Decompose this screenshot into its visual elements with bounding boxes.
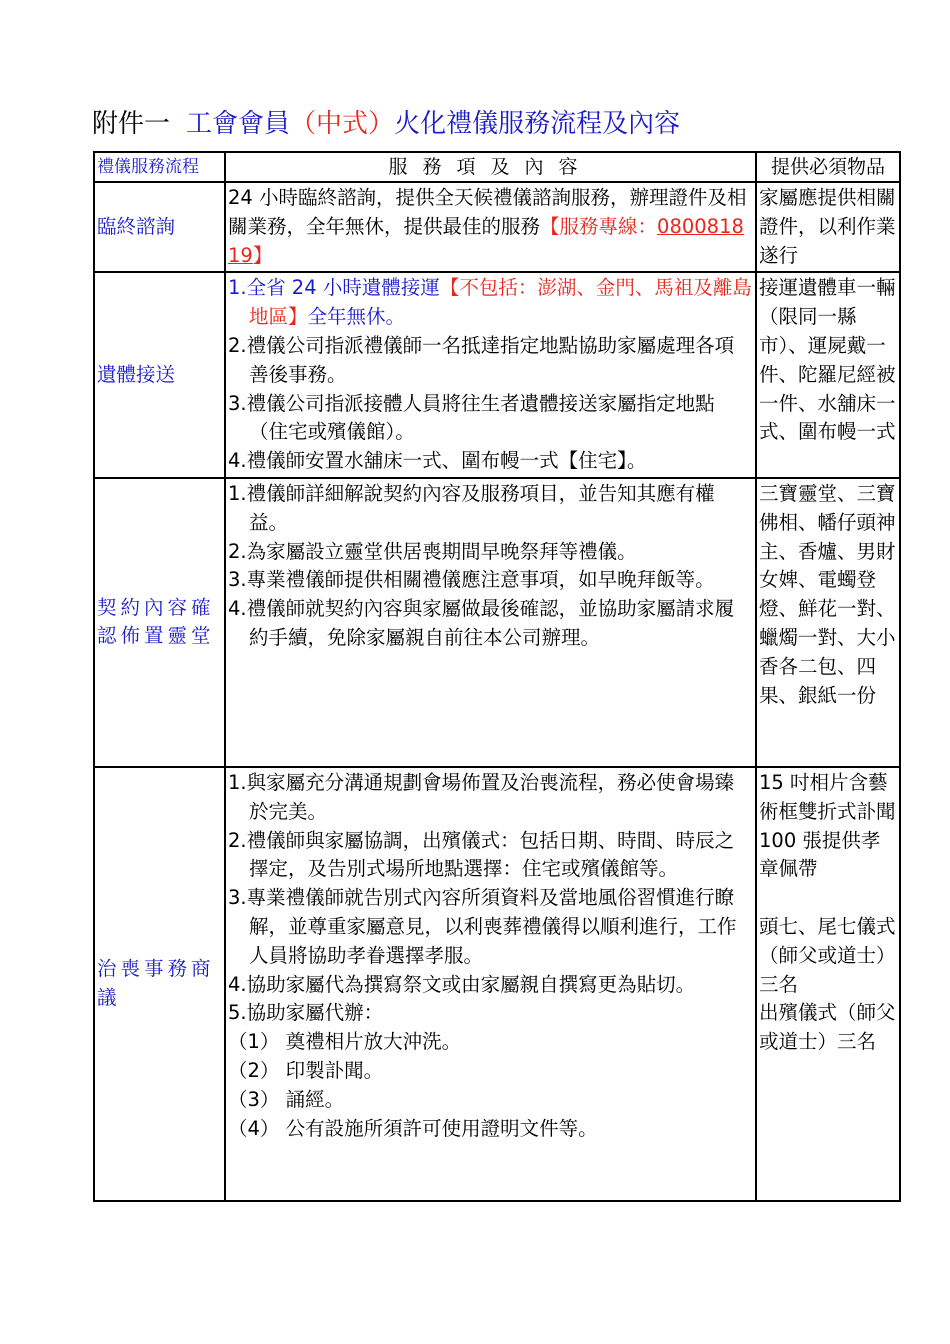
table-header-row: [94, 152, 900, 182]
items-cell: [756, 767, 900, 1201]
list-item: 4.禮儀師安置水舖床一式、圍布幔一式【住宅】。: [228, 449, 647, 473]
title-prefix: 附件一: [92, 109, 171, 139]
list-item: 3.專業禮儀師就告別式內容所須資料及當地風俗習慣進行瞭解，並尊重家屬意見，以利喪葬禮儀得以順利進行，工作人員將協助孝眷選擇孝服。: [228, 886, 737, 967]
content-cell: [225, 767, 756, 1201]
flow-cell: 遺體接送: [94, 272, 225, 478]
table-row: [94, 767, 900, 1201]
sub-list-item: （2） 印製訃聞。: [228, 1058, 384, 1082]
sub-list-item: （3） 誦經。: [228, 1087, 345, 1111]
content-cell: [225, 272, 756, 478]
service-hotline-link[interactable]: 080081819: [228, 214, 744, 267]
list-item: 3.禮儀公司指派接體人員將往生者遺體接送家屬指定地點（住宅或殯儀館）。: [228, 391, 715, 444]
items-text: 15 吋相片含藝術框雙折式訃聞 100 張提供孝章佩帶: [759, 770, 896, 881]
header-items: 提供必須物品: [756, 152, 900, 182]
list-item: 3.專業禮儀師提供相關禮儀應注意事項，如早晚拜飯等。: [228, 568, 715, 592]
service-table: [93, 151, 901, 1202]
list-item: 1.全省 24 小時遺體接運【不包括：澎湖、金門、馬祖及離島地區】全年無休。: [228, 276, 752, 329]
list-item: 1.禮儀師詳細解說契約內容及服務項目，並告知其應有權益。: [228, 481, 715, 534]
flow-cell: 契約內容確認佈置靈堂: [94, 478, 225, 767]
header-content: 服務項及內容: [225, 152, 756, 182]
list-item: 2.禮儀公司指派禮儀師一名抵達指定地點協助家屬處理各項善後事務。: [228, 333, 735, 386]
items-cell: 三寶靈堂、三寶佛相、幡仔頭神主、香爐、男財女婢、電蠋登燈、鮮花一對、蠟燭一對、大小香各二包、四果、銀紙一份: [756, 478, 900, 767]
flow-cell: 臨終諮詢: [94, 182, 225, 272]
table-row: [94, 182, 900, 272]
title-main: 工會會員（中式）火化禮儀服務流程及內容: [186, 109, 681, 139]
items-cell: 家屬應提供相關證件，以利作業遂行: [756, 182, 900, 272]
header-flow: 禮儀服務流程: [94, 152, 225, 182]
list-item: 5.協助家屬代辦：: [228, 1001, 384, 1025]
content-cell: [225, 478, 756, 767]
table-row: [94, 272, 900, 478]
table-row: [94, 478, 900, 767]
items-text: 出殯儀式（師父或道士）三名: [759, 1001, 896, 1054]
document-title: [92, 104, 680, 144]
list-item: 4.協助家屬代為撰寫祭文或由家屬親自撰寫更為貼切。: [228, 972, 696, 996]
list-item: 2.為家屬設立靈堂供居喪期間早晚祭拜等禮儀。: [228, 539, 637, 563]
sub-list-item: （1） 奠禮相片放大沖洗。: [228, 1030, 462, 1054]
items-cell: 接運遺體車一輛（限同一縣市）、運屍戴一件、陀羅尼經被一件、水舖床一式、圍布幔一式: [756, 272, 900, 478]
list-item: 4.禮儀師就契約內容與家屬做最後確認，並協助家屬請求履約手續，免除家屬親自前往本公司辦理。: [228, 597, 735, 649]
list-item: 1.與家屬充分溝通規劃會場佈置及治喪流程，務必使會場臻於完美。: [228, 770, 735, 823]
sub-list-item: （4） 公有設施所須許可使用證明文件等。: [228, 1116, 598, 1140]
flow-cell: 治喪事務商議: [94, 767, 225, 1201]
items-text: 頭七、尾七儀式（師父或道士）三名: [759, 914, 896, 996]
content-cell: 24 小時臨終諮詢，提供全天候禮儀諮詢服務，辦理證件及相關業務，全年無休，提供最佳的服務【服務專線：080081819】: [225, 182, 756, 272]
list-item: 2.禮儀師與家屬協調，出殯儀式：包括日期、時間、時辰之擇定，及告別式場所地點選擇：住宅或殯儀館等。: [228, 828, 735, 881]
